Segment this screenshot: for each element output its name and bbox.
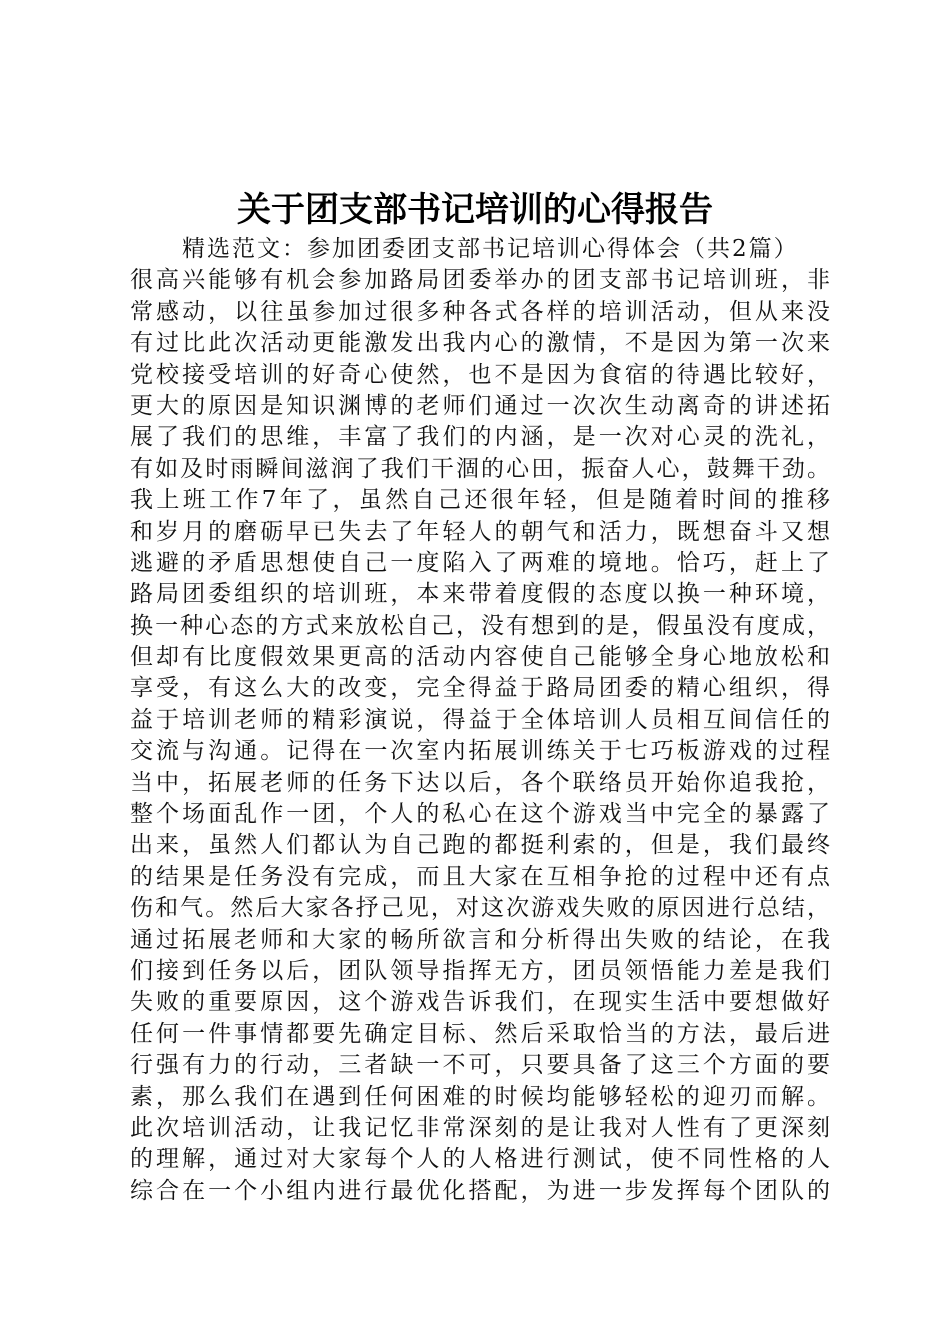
text-line: 们接到任务以后，团队领导指挥无方，团员领悟能力差是我们: [130, 957, 830, 984]
text-line: 精选范文：参加团委团支部书记培训心得体会（共2篇）: [182, 236, 799, 262]
text-line: 当中，拓展老师的任务下达以后，各个联络员开始你追我抢，: [130, 769, 830, 796]
text-line: 路局团委组织的培训班，本来带着度假的态度以换一种环境，: [130, 581, 830, 608]
text-line: 有如及时雨瞬间滋润了我们干涸的心田，振奋人心，鼓舞干劲。: [130, 455, 830, 482]
text-line: 的理解，通过对大家每个人的人格进行测试，使不同性格的人: [130, 1146, 830, 1173]
text-line: 享受，有这么大的改变，完全得益于路局团委的精心组织，得: [130, 675, 830, 702]
text-line: 综合在一个小组内进行最优化搭配，为进一步发挥每个团队的: [130, 1177, 830, 1204]
text-line: 展了我们的思维，丰富了我们的内涵，是一次对心灵的洗礼，: [130, 424, 830, 451]
text-line: 党校接受培训的好奇心使然，也不是因为食宿的待遇比较好，: [130, 361, 830, 388]
text-line: 此次培训活动，让我记忆非常深刻的是让我对人性有了更深刻: [130, 1114, 830, 1141]
text-line: 交流与沟通。记得在一次室内拓展训练关于七巧板游戏的过程: [130, 738, 830, 765]
text-line: 更大的原因是知识渊博的老师们通过一次次生动离奇的讲述拓: [130, 392, 830, 419]
text-line: 出来，虽然人们都认为自己跑的都挺利索的，但是，我们最终: [130, 832, 830, 859]
text-line: 行强有力的行动，三者缺一不可，只要具备了这三个方面的要: [130, 1052, 830, 1079]
text-line: 和岁月的磨砺早已失去了年轻人的朝气和活力，既想奋斗又想: [130, 518, 830, 545]
text-line: 但却有比度假效果更高的活动内容使自己能够全身心地放松和: [130, 644, 830, 671]
text-line: 整个场面乱作一团，个人的私心在这个游戏当中完全的暴露了: [130, 801, 830, 828]
document-title: 关于团支部书记培训的心得报告: [237, 190, 713, 230]
text-line: 素，那么我们在遇到任何困难的时候均能够轻松的迎刃而解。: [130, 1083, 830, 1110]
text-line: 常感动，以往虽参加过很多种各式各样的培训活动，但从来没: [130, 298, 830, 325]
text-line: 的结果是任务没有完成，而且大家在互相争抢的过程中还有点: [130, 863, 830, 890]
document-body: [130, 234, 830, 1207]
text-line: 有过比此次活动更能激发出我内心的激情，不是因为第一次来: [130, 330, 830, 357]
text-line: 失败的重要原因，这个游戏告诉我们，在现实生活中要想做好: [130, 989, 830, 1016]
text-line: 通过拓展老师和大家的畅所欲言和分析得出失败的结论，在我: [130, 926, 830, 953]
text-line: 任何一件事情都要先确定目标、然后采取恰当的方法，最后进: [130, 1020, 830, 1047]
text-line: 我上班工作7年了，虽然自己还很年轻，但是随着时间的推移: [130, 487, 830, 514]
text-line: 换一种心态的方式来放松自己，没有想到的是，假虽没有度成，: [130, 612, 830, 639]
text-line: 很高兴能够有机会参加路局团委举办的团支部书记培训班，非: [130, 267, 830, 294]
text-line: 益于培训老师的精彩演说，得益于全体培训人员相互间信任的: [130, 706, 830, 733]
text-line: 逃避的矛盾思想使自己一度陷入了两难的境地。恰巧，赶上了: [130, 549, 830, 576]
text-line: 伤和气。然后大家各抒己见，对这次游戏失败的原因进行总结，: [130, 895, 830, 922]
